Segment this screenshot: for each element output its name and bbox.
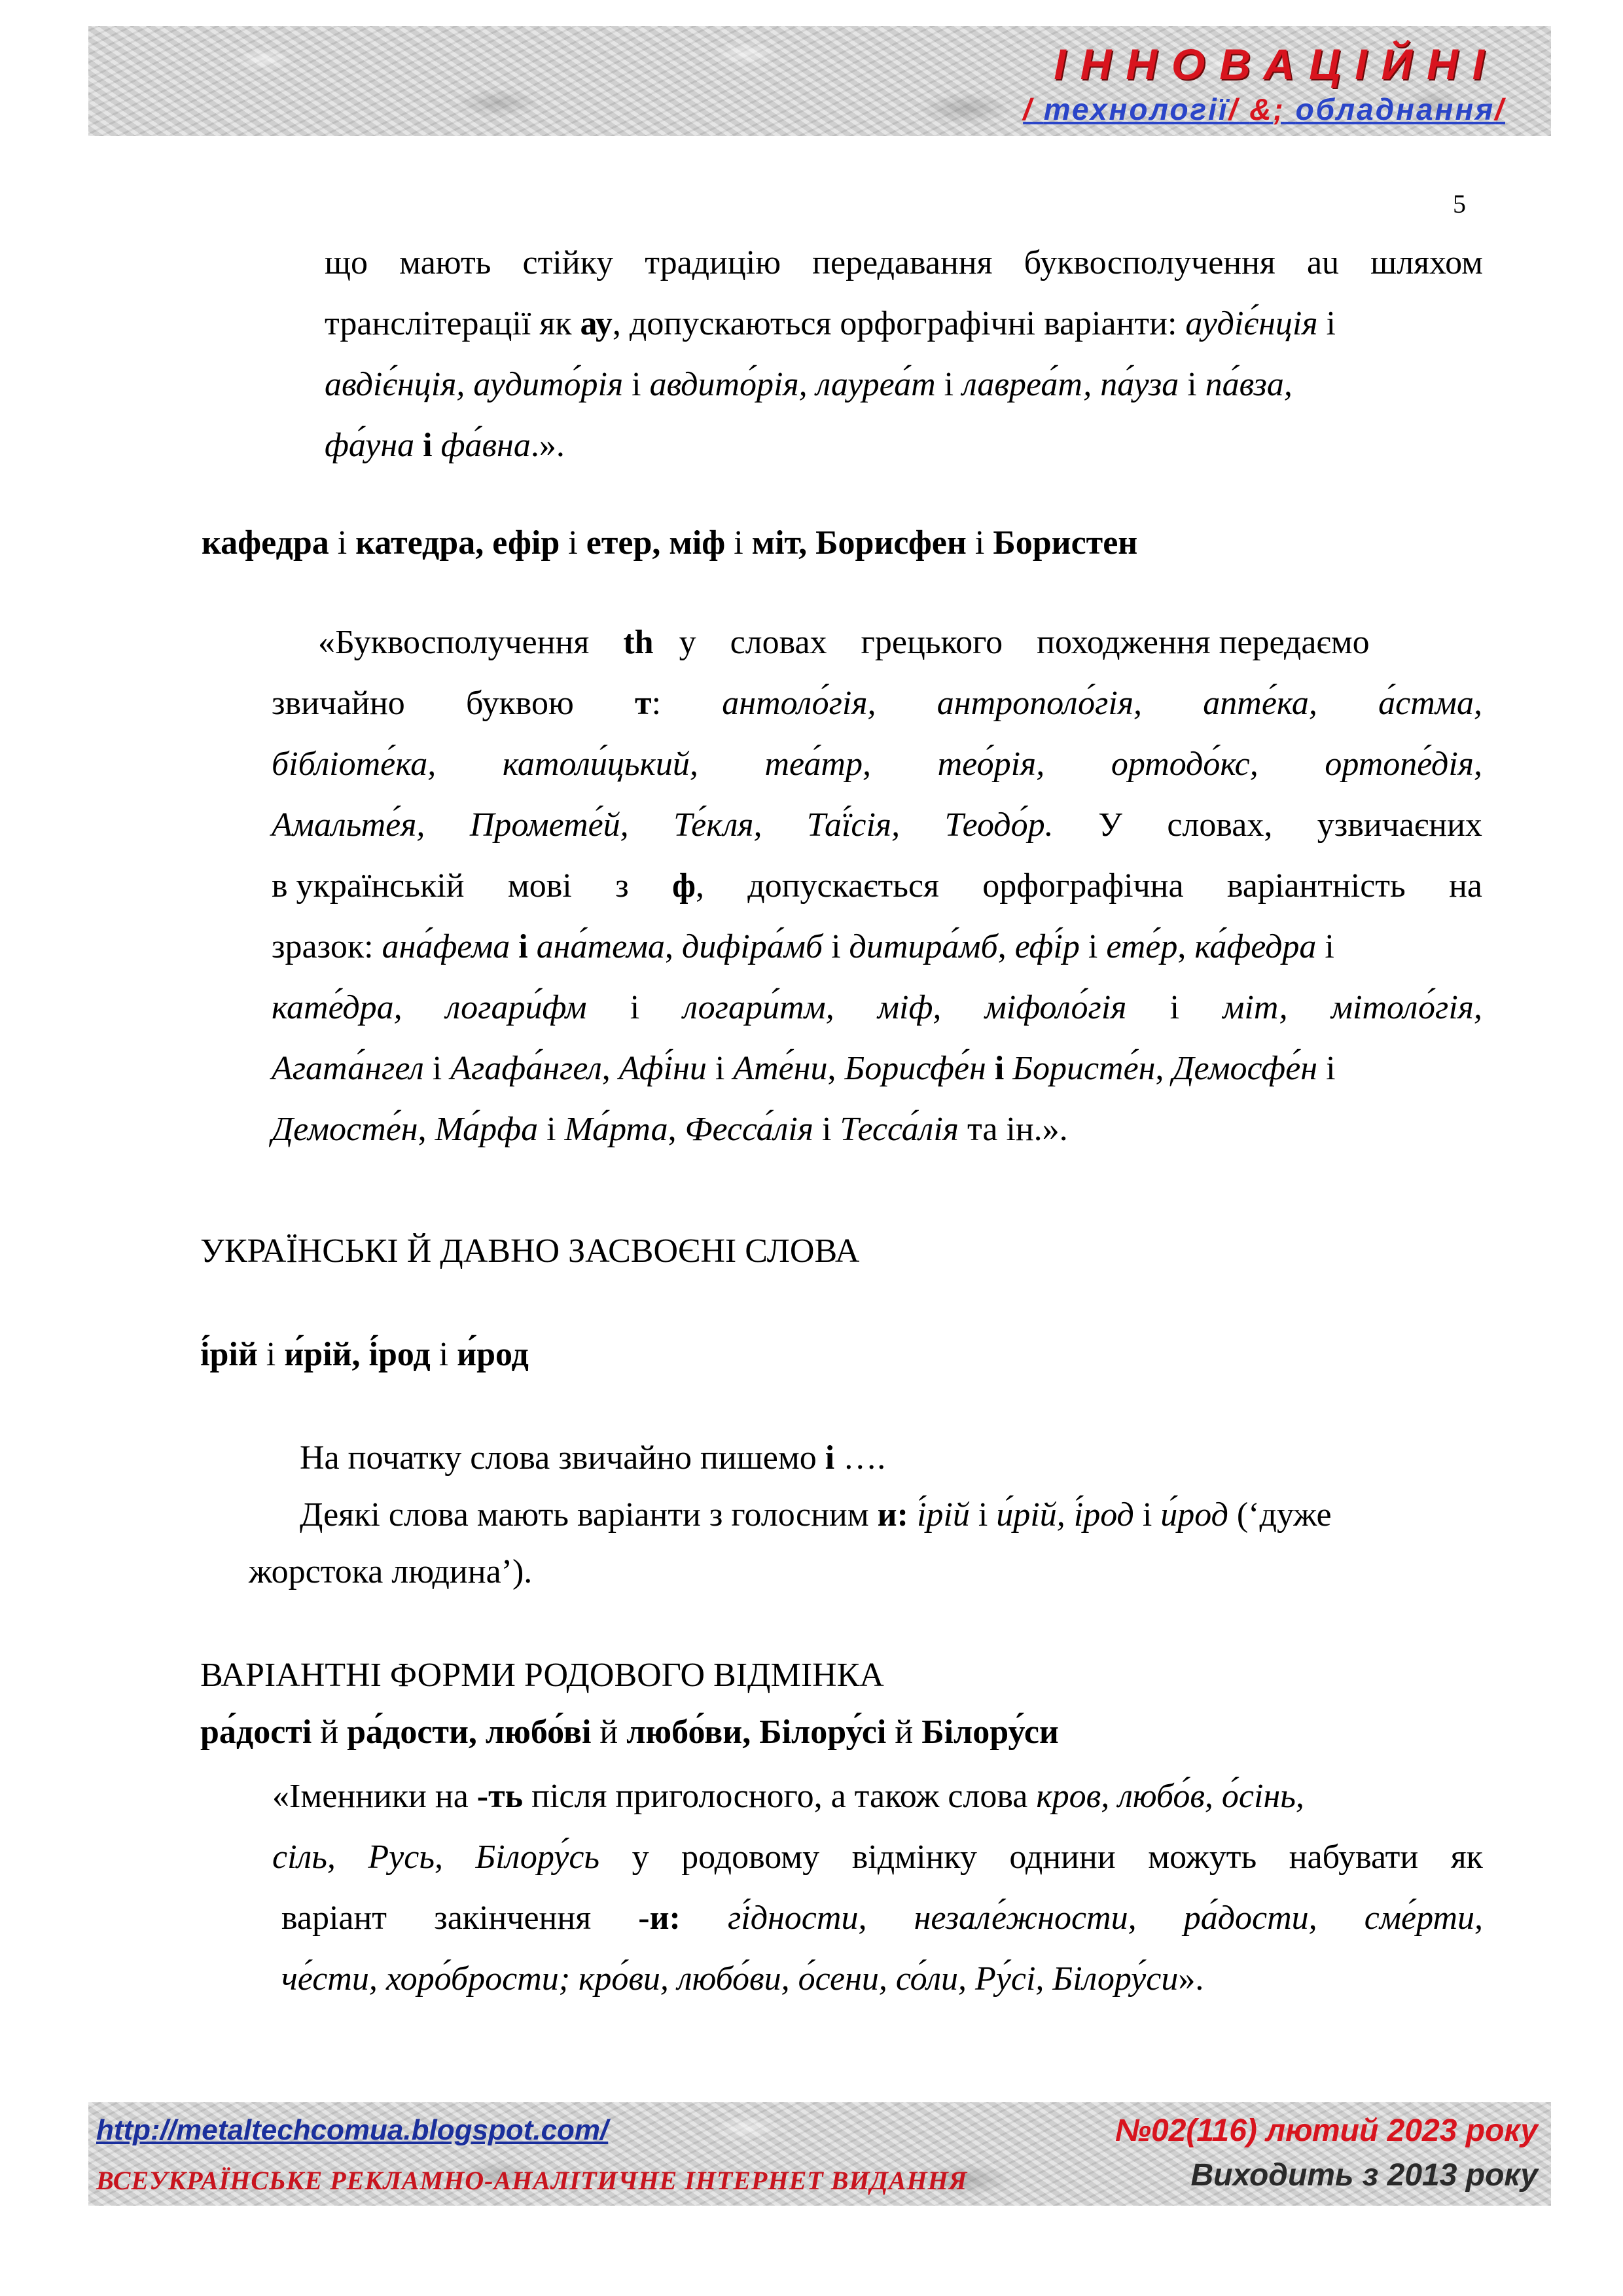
page-number: 5 — [1453, 189, 1466, 219]
quote2-line4: Амальте́я, Промете́й, Те́кля, Таї́сія, Теодо́р. У словах, узвичаєних — [272, 806, 1482, 844]
quote3-line2: сіль, Русь, Білору́сь у родовому відмінку однини можуть набувати як — [272, 1839, 1483, 1876]
quote3-line1: «Іменники на -ть після приголосного, а також слова кров, любо́в, о́сінь, — [272, 1778, 1304, 1815]
brand-sub-amp: & — [1249, 92, 1274, 126]
quote3-line3: варіант закінчення -и: гі́дности, незале́жности, ра́дости, сме́рти, — [281, 1899, 1483, 1937]
heading-kafedra: кафедра і катедра, ефір і етер, міф і міт, Борисфен і Бористен — [202, 524, 1138, 562]
footer-url-link[interactable]: http://metaltechcomua.blogspot.com/ — [96, 2114, 609, 2146]
quote2-line1: «Буквосполучення th у словах грецького походження передаємо — [318, 624, 1370, 661]
heading-radosti: ра́дості й ра́дости, любо́ві й любо́ви, Білору́сі й Білору́си — [200, 1713, 1059, 1751]
brand-subtitle: / технології/ &; обладнання/ — [1023, 92, 1505, 126]
brand-sub-1: технології — [1043, 92, 1229, 126]
para2-line2: Деякі слова мають варіанти з голосним и: і́рій і и́рій, і́род і и́род (‘дуже — [300, 1496, 1332, 1534]
quote1-line1: що мають стійку традицію передавання буквосполучення au шляхом — [325, 244, 1483, 281]
quote2-line7: кате́дра, логари́фм і логари́тм, міф, міфоло́гія і міт, мітоло́гія, — [272, 989, 1482, 1026]
footer-banner — [88, 2102, 1551, 2206]
quote2-line3: бібліоте́ка, католи́цький, теа́тр, тео́рія, ортодо́кс, ортопе́дія, — [272, 745, 1482, 783]
header-banner — [88, 26, 1551, 136]
quote2-line5: в українській мові з ф, допускається орфографічна варіантність на — [272, 867, 1482, 905]
quote1-line3: авдіє́нція, аудито́рія і авдито́рія, лауреа́т і лавреа́т, па́уза і па́вза, — [325, 366, 1293, 403]
heading-iriy: і́рій і и́рій, і́род і и́род — [200, 1336, 529, 1373]
quote3-line4: че́сти, хоро́брости; кро́ви, любо́ви, о́сени, со́ли, Ру́сі, Білору́си». — [281, 1960, 1204, 1998]
brand-sub-2: обладнання — [1295, 92, 1495, 126]
quote2-line2: звичайно буквою т: антоло́гія, антрополо́гія, апте́ка, а́стма, — [272, 685, 1482, 722]
section-title-ukrainian-words: УКРАЇНСЬКІ Й ДАВНО ЗАСВОЄНІ СЛОВА — [200, 1232, 860, 1270]
quote1-line4: фа́уна і фа́вна.». — [325, 427, 565, 464]
quote2-line8: Агата́нгел і Агафа́нгел, Афі́ни і Ате́ни, Борисфе́н і Бористе́н, Демосфе́н і — [272, 1050, 1336, 1087]
footer-since: Виходить з 2013 року — [1190, 2158, 1538, 2193]
section-title-genitive-forms: ВАРІАНТНІ ФОРМИ РОДОВОГО ВІДМІНКА — [200, 1657, 884, 1694]
brand-title: ІННОВАЦІЙНІ — [1054, 40, 1499, 88]
para2-line3: жорстока людина’). — [249, 1553, 533, 1590]
quote1-line2: транслітерації як ау, допускаються орфографічні варіанти: аудіє́нція і — [325, 305, 1336, 342]
footer-issue: №02(116) лютий 2023 року — [1115, 2113, 1538, 2148]
para2-line1: На початку слова звичайно пишемо і …. — [300, 1439, 886, 1477]
quote2-line6: зразок: ана́фема і ана́тема, дифіра́мб і дитира́мб, ефі́р і ете́р, ка́федра і — [272, 928, 1334, 965]
footer-publication: ВСЕУКРАЇНСЬКЕ РЕКЛАМНО-АНАЛІТИЧНЕ ІНТЕРНЕТ ВИДАННЯ — [96, 2166, 968, 2195]
quote2-line9: Демосте́н, Ма́рфа і Ма́рта, Фесса́лія і Тесса́лія та ін.». — [272, 1111, 1068, 1148]
